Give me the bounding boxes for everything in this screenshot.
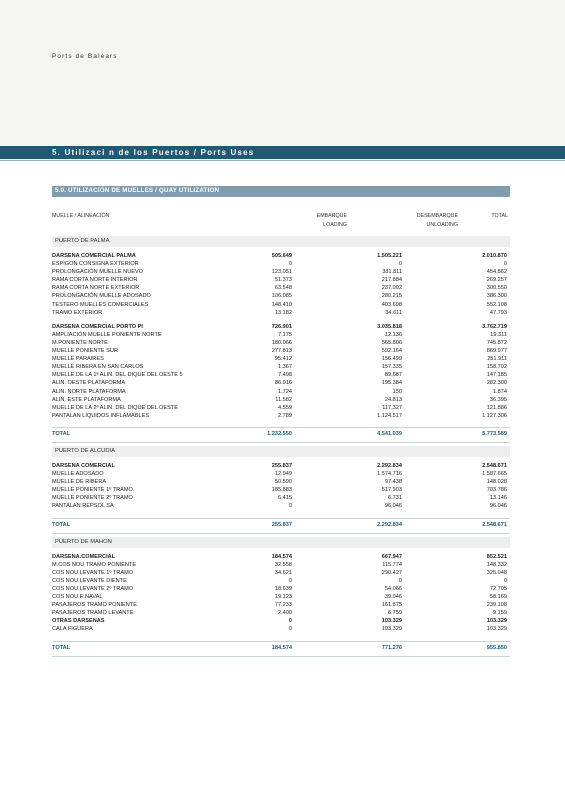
row-label: MUELLE RIBERA EN SAN CARLOS [52, 364, 144, 371]
unloading-value: 0 [398, 577, 402, 584]
row-label: MUELLE PONIENTE SUR [52, 348, 118, 355]
table-row [52, 570, 510, 578]
loading-value: 95.412 [274, 356, 292, 363]
unloading-value: 103.329 [381, 626, 402, 633]
table-row [52, 602, 510, 610]
table-row [52, 332, 510, 340]
loading-value: 18.639 [274, 586, 292, 592]
table-row [52, 594, 510, 602]
header-band [0, 0, 565, 146]
row-label: DARSENA COMERCIAL PALMA [52, 253, 136, 259]
total-value: 1.874 [493, 388, 507, 395]
table-row [52, 269, 510, 277]
total-value: 0 [503, 261, 507, 268]
row-label: PANTALAN REPSOL SA [52, 503, 114, 510]
loading-value: 32.558 [274, 561, 292, 568]
table-row [52, 389, 510, 397]
table-row [52, 397, 510, 405]
row-label: ESPIGON CONSIGNA EXTERIOR [52, 261, 139, 268]
port-name: PUERTO DE MAHON [55, 538, 112, 545]
loading-value: 0 [288, 261, 292, 268]
total-value: 269.257 [486, 277, 507, 284]
unloading-value: 403.698 [381, 301, 402, 308]
total-value: 148.028 [486, 479, 507, 486]
unloading-value: 280.215 [381, 293, 402, 300]
column-header-quay: MUELLE / ALINEACIÓN [52, 213, 110, 219]
total-value: 0 [503, 577, 507, 584]
section-bar [0, 146, 565, 159]
total-value: 72.705 [489, 586, 507, 592]
unloading-value: 115.774 [382, 561, 402, 568]
unloading-value: 39.046 [384, 594, 402, 601]
total-value: 103.329 [486, 626, 507, 633]
table-row [52, 302, 510, 310]
row-label: COS NOU LEVANTE 2º TRAMO [52, 586, 134, 592]
unloading-value: 54.066 [384, 586, 402, 592]
unloading-value: 237.002 [381, 285, 402, 292]
unloading-value: 290.427 [381, 569, 402, 576]
total-value: 703.786 [486, 487, 507, 494]
spacer [52, 657, 510, 660]
table-row [52, 463, 510, 471]
total-value: 36.395 [489, 396, 507, 403]
table-row [52, 372, 510, 380]
brand-name: Ports de Balears [52, 53, 118, 60]
row-label: MUELLE ADOSADO [52, 471, 104, 478]
total-value: 2.548.671 [482, 462, 507, 469]
loading-value: 0 [288, 618, 292, 625]
table-row [52, 405, 510, 413]
unloading-value: 97.438 [384, 479, 402, 486]
column-header-unloading-es: DESEMBARQUE [416, 213, 458, 219]
loading-value: 19.123 [274, 594, 292, 601]
total-value: 9.159 [493, 610, 507, 617]
total-value: 869.977 [486, 348, 507, 355]
total-value: 2.548.671 [482, 521, 507, 528]
total-value: 454.862 [486, 269, 507, 276]
row-label: AMPLIACIÓN MUELLE PONIENTE NORTE [52, 331, 162, 338]
total-value: 5.773.589 [482, 430, 507, 437]
section-title: 5. Utilizaci n de los Puertos / Ports Uses [52, 148, 255, 157]
table-body [52, 236, 510, 660]
table-row [52, 610, 510, 618]
loading-value: 726.901 [271, 323, 292, 330]
row-label: DARSENA COMERCIAL PORTO PI [52, 323, 143, 330]
port-group-header [52, 537, 510, 548]
loading-value: 12.949 [274, 471, 292, 478]
row-label: COS NOU LEVANTE DIENTE [52, 577, 127, 584]
total-value: 121.886 [486, 404, 507, 411]
table-row [52, 522, 510, 530]
table-row [52, 586, 510, 594]
unloading-value: 2.292.834 [377, 462, 402, 469]
table-row [52, 277, 510, 285]
row-label: M.COS NOU TRAMO PONIENTE [52, 561, 137, 568]
row-label: MUELLE PONIENTE 2º TRAMO [52, 495, 133, 502]
unloading-value: 117.327 [382, 404, 402, 411]
total-value: 955.850 [486, 644, 507, 651]
row-label: DARSENA.COMERCIAL [52, 553, 116, 560]
unloading-value: 157.335 [381, 364, 402, 371]
row-label: ALIN. ESTE PLATAFORMA [52, 396, 121, 403]
row-label: MUELLE PONIENTE 1º TRAMO. [52, 487, 135, 494]
unloading-value: 2.292.834 [377, 521, 402, 528]
table-row [52, 503, 510, 511]
table-row [52, 554, 510, 562]
unloading-value: 156.499 [381, 356, 402, 363]
row-label: RAMA CORTA NORTE INTERIOR [52, 277, 138, 284]
loading-value: 255.837 [271, 521, 292, 528]
port-name: PUERTO DE PALMA [55, 238, 110, 244]
table-row [52, 348, 510, 356]
loading-value: 505.649 [271, 253, 292, 259]
column-header-loading-en: LOADING [323, 222, 347, 228]
loading-value: 255.837 [271, 462, 292, 469]
loading-value: 77.233 [274, 602, 292, 609]
row-label: ALIN. OESTE PLATAFORMA [52, 380, 126, 387]
table-row [52, 293, 510, 301]
loading-value: 123.051 [271, 269, 292, 276]
total-value: 2.010.870 [482, 253, 507, 259]
row-label: M.PONIENTE NORTE [52, 339, 108, 346]
loading-value: 1.232.550 [267, 430, 292, 437]
row-label: MUELLE DE LA 2ª ALIN. DEL DIQUE DEL OESTE [52, 404, 179, 411]
table-row [52, 253, 510, 261]
loading-value: 34.621 [274, 569, 292, 576]
loading-value: 2.400 [278, 610, 292, 617]
column-header-loading-es: EMBARQUE [316, 213, 347, 219]
total-value: 745.872 [486, 339, 507, 346]
section-divider [0, 160, 565, 161]
row-label: PASAJEROS TRAMO LEVANTE [52, 610, 134, 617]
row-label: COS NOU LEVANTE 1º TRAMO [52, 569, 134, 576]
unloading-value: 6.759 [388, 610, 402, 617]
unloading-value: 1.124.517 [377, 412, 402, 419]
total-value: 147.185 [486, 372, 507, 379]
loading-value: 0 [288, 503, 292, 510]
loading-value: 185.883 [271, 487, 292, 494]
table-row [52, 380, 510, 388]
table-row [52, 340, 510, 348]
total-value: 103.329 [486, 618, 507, 625]
loading-value: 148.410 [271, 301, 292, 308]
table-title-bar [52, 186, 510, 197]
unloading-value: 3.035.818 [377, 323, 402, 330]
unloading-value: 103.329 [381, 618, 402, 625]
port-group-header [52, 446, 510, 457]
row-label: COS NOU E.NAVAL [52, 594, 103, 601]
row-label: DARSENA COMERCIAL [52, 462, 115, 469]
unloading-value: 331.811 [382, 269, 402, 276]
port-group-header [52, 236, 510, 247]
unloading-value: 4.541.039 [377, 430, 402, 437]
row-label: TOTAL [52, 430, 71, 437]
loading-value: 86.916 [274, 380, 292, 387]
row-label: OTRAS DARSENAS [52, 618, 105, 625]
loading-value: 7.498 [278, 372, 292, 379]
port-name: PUERTO DE ALCUDIA [55, 447, 116, 454]
table-title: 5.0. UTILIZACIÓN DE MUELLES / QUAY UTILIZATION [55, 187, 220, 194]
row-label: CALA FIGUERA [52, 626, 93, 633]
column-header-total: TOTAL [491, 213, 508, 219]
table-row [52, 645, 510, 653]
table-row [52, 324, 510, 332]
total-value: 239.108 [486, 602, 507, 609]
table-row [52, 413, 510, 421]
unloading-value: 1.505.221 [377, 253, 402, 259]
table-row [52, 471, 510, 479]
table-row [52, 618, 510, 626]
unloading-value: 667.947 [381, 553, 402, 560]
total-value: 96.046 [489, 503, 507, 510]
table-row [52, 310, 510, 318]
loading-value: 1.367 [278, 364, 292, 371]
unloading-value: 0 [398, 261, 402, 268]
loading-value: 1.724 [278, 388, 292, 395]
unloading-value: 217.884 [381, 277, 402, 284]
row-label: TRAMO EXTERIOR [52, 309, 103, 316]
total-value: 852.521 [486, 553, 507, 560]
total-value: 47.793 [489, 309, 507, 316]
total-value: 325.048 [486, 569, 507, 576]
unloading-value: 161.875 [381, 602, 402, 609]
row-label: TOTAL [52, 644, 71, 651]
total-value: 13.146 [489, 495, 507, 502]
row-label: PROLONGACIÓN MUELLE ADOSADO [52, 293, 151, 300]
loading-value: 2.789 [278, 412, 292, 419]
unloading-value: 195.384 [381, 380, 402, 387]
row-label: PANTALAN LÍQUIDOS INFLAMABLES [52, 412, 150, 419]
unloading-value: 96.046 [384, 503, 402, 510]
table-row [52, 261, 510, 269]
row-label: MUELLE PARAIRES [52, 356, 104, 363]
loading-value: 7.175 [278, 331, 292, 338]
total-value: 1.587.665 [482, 471, 507, 478]
row-label: PASAJEROS TRAMO PONIENTE [52, 602, 137, 609]
row-label: MUELLE DE LA 1ª ALIN. DEL DIQUE DEL OESTE 5 [52, 372, 183, 379]
table-row [52, 356, 510, 364]
total-value: 148.332 [486, 561, 507, 568]
loading-value: 4.559 [278, 404, 292, 411]
total-value: 251.911 [487, 356, 507, 363]
total-value: 282.300 [486, 380, 507, 387]
table-row [52, 578, 510, 586]
loading-value: 0 [288, 577, 292, 584]
loading-value: 184.574 [271, 644, 292, 651]
total-value: 3.762.719 [482, 323, 507, 330]
unloading-value: 565.806 [381, 339, 402, 346]
row-label: TESTERO MUELLES COMERCIALES [52, 301, 149, 308]
loading-value: 277.813 [271, 348, 292, 355]
unloading-value: 592.164 [381, 348, 402, 355]
row-label: ALIN. NORTE PLATAFORMA [52, 388, 126, 395]
unloading-value: 12.136 [384, 331, 402, 338]
unloading-value: 89.687 [384, 372, 402, 379]
loading-value: 106.085 [271, 293, 292, 300]
unloading-value: 6.731 [388, 495, 402, 502]
total-value: 58.169 [489, 594, 507, 601]
total-value: 552.108 [486, 301, 507, 308]
total-value: 19.311 [490, 331, 507, 338]
total-value: 300.550 [486, 285, 507, 292]
table-row [52, 495, 510, 503]
unloading-value: 1.574.716 [377, 471, 402, 478]
unloading-value: 150 [392, 388, 402, 395]
loading-value: 0 [288, 626, 292, 633]
loading-value: 11.582 [275, 396, 292, 403]
row-label: TOTAL [52, 521, 71, 528]
row-label: MUELLE DE RIBERA [52, 479, 107, 486]
loading-value: 180.066 [271, 339, 292, 346]
table-row [52, 562, 510, 570]
table-row [52, 431, 510, 439]
total-value: 386.300 [486, 293, 507, 300]
loading-value: 184.574 [271, 553, 292, 560]
unloading-value: 24.813 [384, 396, 402, 403]
loading-value: 63.548 [274, 285, 292, 292]
column-header-unloading-en: UNLOADING [426, 222, 458, 228]
loading-value: 51.373 [274, 277, 292, 284]
unloading-value: 34.611 [385, 309, 402, 316]
total-value: 1.127.306 [482, 412, 507, 419]
table-row [52, 626, 510, 634]
loading-value: 13.182 [274, 309, 292, 316]
loading-value: 50.590 [274, 479, 292, 486]
unloading-value: 771.276 [381, 644, 402, 651]
unloading-value: 517.903 [381, 487, 402, 494]
loading-value: 6.415 [278, 495, 292, 502]
row-label: RAMA CORTA NORTE EXTERIOR [52, 285, 140, 292]
total-value: 158.702 [486, 364, 507, 371]
row-label: PROLONGACIÓN MUELLE NUEVO [52, 269, 144, 276]
